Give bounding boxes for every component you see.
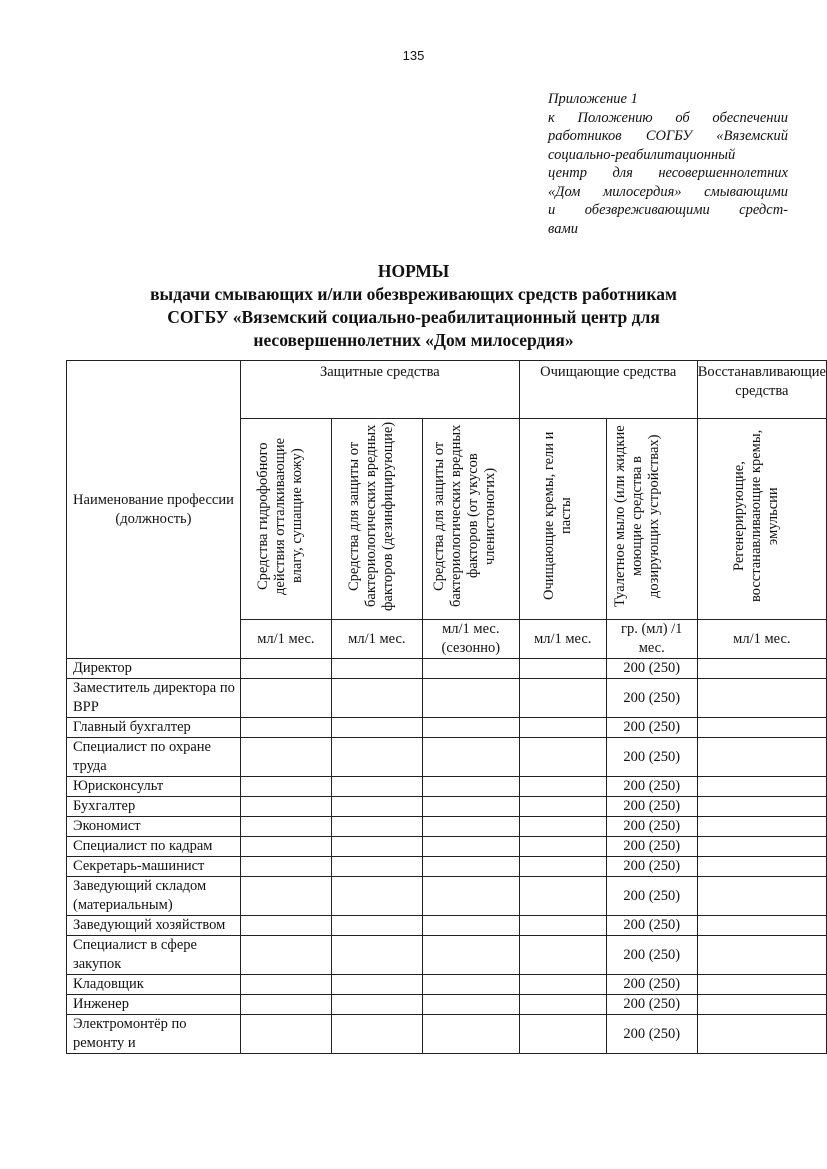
column-header: Средства для защиты от бактериологических вредных факторов (дезинфицирующие) (345, 421, 396, 611)
empty-cell (422, 797, 519, 817)
appendix-line: к Положению об обеспечении (548, 109, 788, 126)
empty-cell (240, 777, 331, 797)
empty-cell (331, 738, 422, 777)
empty-cell (422, 995, 519, 1015)
profession-name: Специалист по кадрам (67, 837, 241, 857)
unit-cell: мл/1 мес. (697, 620, 826, 659)
empty-cell (422, 1015, 519, 1054)
table-row (67, 797, 827, 817)
empty-cell (519, 975, 606, 995)
empty-cell (422, 837, 519, 857)
unit-cell: мл/1 мес. (519, 620, 606, 659)
empty-cell (519, 738, 606, 777)
empty-cell (331, 916, 422, 936)
empty-cell (422, 916, 519, 936)
soap-norm-cell: 200 (250) (606, 718, 697, 738)
empty-cell (697, 659, 826, 679)
empty-cell (331, 975, 422, 995)
profession-name: Инженер (67, 995, 241, 1015)
soap-norm-cell: 200 (250) (606, 975, 697, 995)
table-row (67, 936, 827, 975)
empty-cell (422, 817, 519, 837)
profession-name: Главный бухгалтер (67, 718, 241, 738)
table-row (67, 738, 827, 777)
empty-cell (422, 857, 519, 877)
empty-cell (331, 797, 422, 817)
norms-table (66, 360, 827, 1054)
group-restorative: Восстанавливающие средства (697, 361, 826, 419)
empty-cell (697, 679, 826, 718)
table-row (67, 659, 827, 679)
soap-norm-cell: 200 (250) (606, 837, 697, 857)
heading-line: СОГБУ «Вяземский социально-реабилитационный центр для (167, 307, 660, 327)
soap-norm-cell: 200 (250) (606, 659, 697, 679)
group-cleansing: Очищающие средства (519, 361, 697, 419)
appendix-line: центр для несовершеннолетних (548, 165, 788, 181)
empty-cell (331, 777, 422, 797)
empty-cell (519, 817, 606, 837)
table-row (67, 777, 827, 797)
empty-cell (422, 877, 519, 916)
profession-name: Заместитель директора по ВРР (67, 679, 241, 718)
empty-cell (519, 877, 606, 916)
empty-cell (519, 936, 606, 975)
empty-cell (697, 718, 826, 738)
table-row (67, 837, 827, 857)
empty-cell (240, 916, 331, 936)
column-header: Туалетное мыло (или жидкие моющие средства в дозирующих устройствах) (611, 425, 662, 607)
unit-cell: мл/1 мес. (сезонно) (422, 620, 519, 659)
soap-norm-cell: 200 (250) (606, 738, 697, 777)
profession-name: Электромонтёр по ремонту и (67, 1015, 241, 1054)
empty-cell (331, 857, 422, 877)
empty-cell (697, 817, 826, 837)
appendix-line: работников СОГБУ «Вяземский (548, 128, 788, 144)
soap-norm-cell: 200 (250) (606, 817, 697, 837)
appendix-line: социально-реабилитационный (548, 146, 736, 163)
empty-cell (240, 877, 331, 916)
column-header: Средства гидрофобного действия отталкивающие влагу, сушащие кожу) (254, 437, 305, 595)
profession-header: Наименование профессии (должность) (67, 361, 241, 659)
appendix-line: и обезвреживающими средст- (548, 202, 788, 218)
appendix-line: вами (548, 220, 578, 237)
soap-norm-cell: 200 (250) (606, 679, 697, 718)
empty-cell (331, 679, 422, 718)
soap-norm-cell: 200 (250) (606, 1015, 697, 1054)
table-row (67, 995, 827, 1015)
profession-name: Кладовщик (67, 975, 241, 995)
soap-norm-cell: 200 (250) (606, 995, 697, 1015)
empty-cell (240, 995, 331, 1015)
appendix-line: Приложение 1 (548, 91, 638, 107)
heading-line: выдачи смывающих и/или обезвреживающих средств работникам (150, 284, 677, 304)
unit-cell: мл/1 мес. (240, 620, 331, 659)
empty-cell (331, 995, 422, 1015)
empty-cell (519, 857, 606, 877)
profession-name: Юрисконсульт (67, 777, 241, 797)
empty-cell (519, 679, 606, 718)
empty-cell (697, 857, 826, 877)
empty-cell (422, 777, 519, 797)
empty-cell (697, 936, 826, 975)
empty-cell (519, 916, 606, 936)
empty-cell (240, 679, 331, 718)
empty-cell (240, 936, 331, 975)
table-row (67, 857, 827, 877)
empty-cell (519, 659, 606, 679)
profession-name: Секретарь-машинист (67, 857, 241, 877)
heading-line: несовершеннолетних «Дом милосердия» (253, 330, 574, 350)
profession-name: Специалист по охране труда (67, 738, 241, 777)
appendix-note (548, 90, 788, 238)
empty-cell (240, 837, 331, 857)
empty-cell (422, 679, 519, 718)
empty-cell (697, 916, 826, 936)
empty-cell (240, 738, 331, 777)
empty-cell (331, 817, 422, 837)
empty-cell (422, 718, 519, 738)
empty-cell (240, 797, 331, 817)
table-row (67, 1015, 827, 1054)
empty-cell (331, 718, 422, 738)
empty-cell (422, 738, 519, 777)
empty-cell (519, 995, 606, 1015)
document-heading (0, 260, 827, 352)
empty-cell (331, 837, 422, 857)
column-header: Очищающие кремы, гели и пасты (540, 431, 574, 601)
table-body (67, 659, 827, 1054)
empty-cell (519, 1015, 606, 1054)
empty-cell (697, 738, 826, 777)
empty-cell (422, 975, 519, 995)
empty-cell (331, 936, 422, 975)
profession-name: Директор (67, 659, 241, 679)
empty-cell (240, 817, 331, 837)
profession-name: Экономист (67, 817, 241, 837)
table-row (67, 817, 827, 837)
soap-norm-cell: 200 (250) (606, 916, 697, 936)
empty-cell (519, 718, 606, 738)
empty-cell (697, 777, 826, 797)
soap-norm-cell: 200 (250) (606, 877, 697, 916)
empty-cell (240, 857, 331, 877)
empty-cell (240, 718, 331, 738)
column-header: Регенерирующие, восстанавливающие кремы, эмульсии (730, 429, 781, 603)
empty-cell (697, 877, 826, 916)
column-header: Средства для защиты от бактериологических вредных факторов (от укусов членистоногих) (430, 424, 498, 608)
soap-norm-cell: 200 (250) (606, 797, 697, 817)
page-number: 135 (402, 48, 425, 63)
empty-cell (240, 659, 331, 679)
unit-cell: мл/1 мес. (331, 620, 422, 659)
table-row (67, 877, 827, 916)
empty-cell (331, 877, 422, 916)
soap-norm-cell: 200 (250) (606, 777, 697, 797)
table-row (67, 718, 827, 738)
unit-cell: гр. (мл) /1 мес. (606, 620, 697, 659)
soap-norm-cell: 200 (250) (606, 857, 697, 877)
empty-cell (697, 797, 826, 817)
profession-name: Заведующий складом (материальным) (67, 877, 241, 916)
group-protective: Защитные средства (240, 361, 519, 419)
table-row (67, 975, 827, 995)
appendix-line: «Дом милосердия» смывающими (548, 183, 788, 200)
empty-cell (422, 936, 519, 975)
empty-cell (697, 995, 826, 1015)
profession-name: Заведующий хозяйством (67, 916, 241, 936)
heading-title: НОРМЫ (377, 261, 450, 281)
empty-cell (697, 1015, 826, 1054)
empty-cell (331, 659, 422, 679)
table-row (67, 916, 827, 936)
table-row (67, 679, 827, 718)
empty-cell (697, 975, 826, 995)
empty-cell (519, 837, 606, 857)
profession-name: Бухгалтер (67, 797, 241, 817)
empty-cell (240, 975, 331, 995)
soap-norm-cell: 200 (250) (606, 936, 697, 975)
empty-cell (331, 1015, 422, 1054)
empty-cell (240, 1015, 331, 1054)
empty-cell (519, 777, 606, 797)
empty-cell (519, 797, 606, 817)
profession-name: Специалист в сфере закупок (67, 936, 241, 975)
empty-cell (422, 659, 519, 679)
empty-cell (697, 837, 826, 857)
